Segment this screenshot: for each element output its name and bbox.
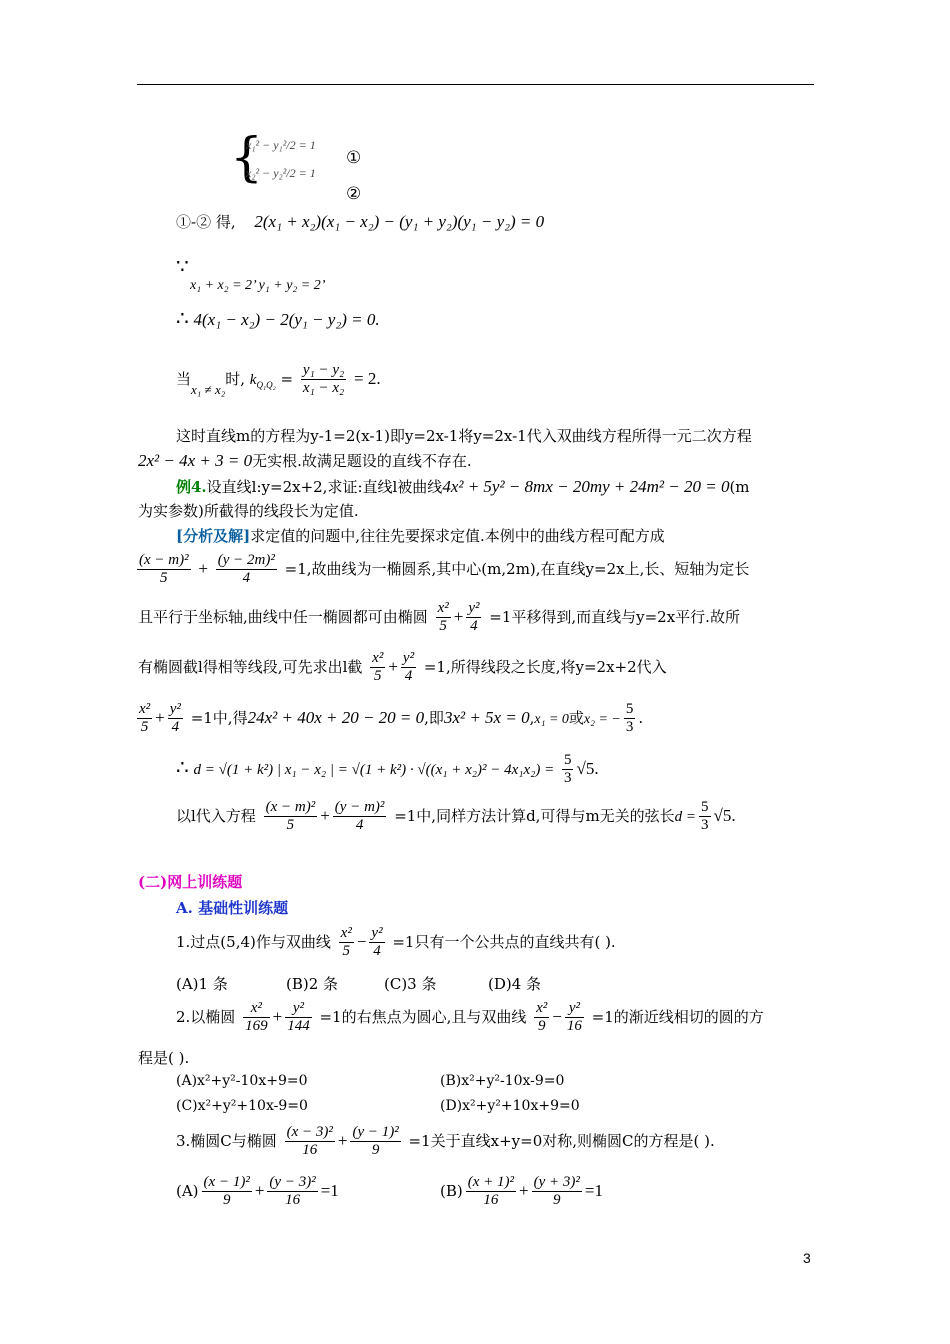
frac-den: 16 xyxy=(483,1192,499,1209)
frac-num: x² xyxy=(436,600,451,618)
frac-den: 3 xyxy=(625,719,634,736)
slope-equals: = xyxy=(280,369,294,388)
q1-text-b: =1只有一个公共点的直线共有( ). xyxy=(392,932,616,951)
frac-den: 4 xyxy=(373,943,381,960)
fraction-x-m xyxy=(264,799,318,835)
q2-frac-1 xyxy=(243,1000,270,1036)
ellipse-family-text: =1,故曲线为一椭圆系,其中心(m,2m),在直线y=2x上,长、短轴为定长 xyxy=(284,559,750,578)
question-2: 2.以椭圆 $\frac{\text{x²}}{169}$ + $\frac{\text{y²}}{144}$ =1的右焦点为圆心,且与双曲线 $\frac{\text{x²}}{9}$ − $\frac{\text{y²}}{16}$ =1的渐近线相切的圆的方 xyxy=(176,1000,764,1035)
system-eq-1: x₁² − y₁²/2 = 1 xyxy=(246,138,316,152)
frac-den: 5 xyxy=(140,719,149,736)
final-d-eq: d = xyxy=(674,808,697,825)
frac-x2-5 xyxy=(436,600,451,636)
frac-den: 4 xyxy=(171,719,180,736)
frac-num: (y − 3)² xyxy=(267,1174,317,1192)
analysis-line xyxy=(176,527,665,545)
q1-minus: − xyxy=(356,931,367,951)
fraction-y-m xyxy=(333,799,387,835)
q3-option-b[interactable]: (B) $\frac{\text{(x + 1)²}}{16}$ + $\frac{\text{(y + 3)²}}{9}$ =1 xyxy=(440,1174,603,1209)
section-title: (二)网上训练题 xyxy=(138,873,243,891)
subst-quadratic: 24x² + 40x + 20 − 20 = 0 xyxy=(247,707,425,727)
q1-frac-1 xyxy=(339,925,354,961)
subtract-equation: 2(x₁ + x₂)(x₁ − x₂) − (y₁ + y₂)(y₁ − y₂) = 0 xyxy=(254,212,545,231)
when-condition: x₁ ≠ x₂ xyxy=(191,381,226,397)
example4-line-2: 为实参数)所截得的线段长为定值. xyxy=(138,502,359,520)
frac-den: 4 xyxy=(355,817,364,834)
frac-num: 5 xyxy=(699,799,711,817)
when-mid: 时, xyxy=(225,369,246,388)
frac-num: (y + 3)² xyxy=(532,1174,582,1192)
frac-den: 5 xyxy=(439,618,447,635)
slope-den: x₁ − x₂ xyxy=(302,380,345,397)
q3-text-b: =1关于直线x+y=0对称,则椭圆C的方程是( ). xyxy=(408,1131,715,1150)
equation-system xyxy=(230,128,380,204)
chord-text-b: =1,所得线段之长度,将y=2x+2代入 xyxy=(423,657,667,676)
subst-or: 或 xyxy=(568,708,584,727)
q2-frac-4 xyxy=(565,1000,584,1036)
frac-num: y² xyxy=(401,650,416,668)
frac-num: 5 xyxy=(624,701,636,719)
frac-num: x² xyxy=(137,701,152,719)
example4-curve-equation: 4x² + 5y² − 8mx − 20my + 24m² − 20 = 0 xyxy=(442,477,730,496)
q2-text-b: =1的右焦点为圆心,且与双曲线 xyxy=(319,1007,527,1026)
therefore-symbol-2: ∴ xyxy=(176,754,189,779)
fraction-x-m xyxy=(137,552,191,588)
equals-one: =1 xyxy=(584,1180,603,1200)
because-line xyxy=(176,254,325,295)
fraction-y-2m xyxy=(216,552,277,588)
frac-den: 9 xyxy=(537,1018,546,1035)
frac-num: y² xyxy=(168,701,183,719)
chord-text-a: 有椭圆截l得相等线段,可先求出l截 xyxy=(138,657,363,676)
frac-num: (y − 2m)² xyxy=(216,552,277,570)
frac-y2-4 xyxy=(466,600,481,636)
translation-text-a: 且平行于坐标轴,曲线中任一椭圆都可由椭圆 xyxy=(138,607,428,626)
frac-den: 16 xyxy=(285,1192,301,1209)
q2-option-b[interactable]: (B)x²+y²-10x-9=0 xyxy=(440,1073,565,1089)
distance-end: √5. xyxy=(576,758,599,778)
frac-5-3 xyxy=(624,701,636,737)
q1-option-b[interactable]: (B)2 条 xyxy=(286,975,339,993)
frac-num: x² xyxy=(534,1000,549,1018)
frac-den: 5 xyxy=(373,668,382,685)
q1-option-a[interactable]: (A)1 条 xyxy=(176,975,228,993)
because-equation: x₁ + x₂ = 2’ y₁ + y₂ = 2’ xyxy=(190,278,326,293)
frac-y2-4 xyxy=(168,701,183,737)
page-number: 3 xyxy=(803,1250,811,1266)
example4-line-1 xyxy=(176,477,750,497)
slope-k: k xyxy=(249,371,257,388)
frac-x2-5 xyxy=(370,650,385,686)
because-symbol: ∵ xyxy=(176,254,189,278)
slope-subscript: Q₁Q₂ xyxy=(256,379,276,390)
slope-num: y₁ − y₂ xyxy=(301,362,346,380)
slope-line xyxy=(176,362,381,398)
frac-den: 169 xyxy=(245,1018,268,1035)
q2-option-a[interactable]: (A)x²+y²-10x+9=0 xyxy=(176,1073,308,1089)
q2-text-c: =1的渐近线相切的圆的方 xyxy=(591,1007,764,1026)
q2-text-d: 程是( ). xyxy=(138,1049,190,1067)
q3a-frac-1 xyxy=(202,1174,252,1210)
section-subtitle: A. 基础性训练题 xyxy=(176,899,289,917)
when-prefix: 当 xyxy=(176,369,192,388)
subst-simplified: 3x² + 5x = 0 xyxy=(443,707,530,727)
subst-text-b: ,即 xyxy=(424,708,444,727)
frac-num: (y − 1)² xyxy=(350,1124,400,1142)
system-eq-2: x₂² − y₂²/2 = 1 xyxy=(246,166,316,180)
slope-end: = 2. xyxy=(354,368,381,388)
q3-frac-1 xyxy=(285,1124,335,1160)
frac-den: 16 xyxy=(302,1142,318,1159)
frac-den: 9 xyxy=(371,1142,380,1159)
example4-label: 例4. xyxy=(176,478,207,496)
frac-num: x² xyxy=(370,650,385,668)
distance-line xyxy=(176,752,599,788)
subtract-prefix: ①-② 得, xyxy=(176,213,236,231)
mark-2: ② xyxy=(346,184,362,204)
frac-den: 3 xyxy=(701,817,709,834)
q2-option-d[interactable]: (D)x²+y²+10x+9=0 xyxy=(440,1098,580,1114)
q2-frac-3 xyxy=(534,1000,549,1036)
frac-den: 5 xyxy=(160,570,168,587)
frac-den: 5 xyxy=(342,943,350,960)
final-line: 以l代入方程 $\frac{\text{(x − m)²}}{5}$ + $\frac{\text{(y − m)²}}{4}$ =1中,同样方法计算d,可得与m无关的弦长d = $\frac{5}{3}$ √5. xyxy=(176,799,736,834)
q3-frac-2 xyxy=(350,1124,400,1160)
frac-den: 5 xyxy=(286,817,295,834)
equals-one: =1 xyxy=(320,1180,339,1200)
question-3: 3.椭圆C与椭圆 $\frac{\text{(x − 3)²}}{16}$ + $\frac{\text{(y − 1)²}}{9}$ =1关于直线x+y=0对称,则椭圆C的方程是( ). xyxy=(176,1124,715,1159)
conclusion-equation: 2x² − 4x + 3 = 0 xyxy=(138,451,253,470)
therefore-line xyxy=(176,306,380,330)
frac-num: y² xyxy=(565,1000,584,1018)
q3-option-a[interactable]: (A) $\frac{\text{(x − 1)²}}{9}$ + $\frac{\text{(y − 3)²}}{16}$ =1 xyxy=(176,1174,339,1209)
conclusion-line-2 xyxy=(138,451,472,471)
frac-num: (x − 1)² xyxy=(202,1174,252,1192)
conclusion-line-1: 这时直线m的方程为y-1=2(x-1)即y=2x-1将y=2x-1代入双曲线方程所得一元二次方程 xyxy=(176,427,752,445)
q2-frac-2 xyxy=(285,1000,312,1036)
frac-num: x² xyxy=(339,925,354,943)
frac-den: 16 xyxy=(566,1018,582,1035)
substitution-line: $\frac{\text{x²}}{5}$ + $\frac{\text{y²}}{4}$ =1中,得24x² + 40x + 20 − 20 = 0,即3x² + 5x = 0,x₁ = 0或x₂ = − $\frac{5}{3}$ . xyxy=(139,701,644,736)
subst-comma: , xyxy=(529,708,535,727)
frac-num: (y − m)² xyxy=(333,799,387,817)
analysis-label: [分析及解] xyxy=(176,527,251,545)
q1-frac-2 xyxy=(369,925,384,961)
frac-den: 4 xyxy=(242,570,251,587)
frac-num: (x − 3)² xyxy=(285,1124,335,1142)
q2-option-c[interactable]: (C)x²+y²+10x-9=0 xyxy=(176,1098,308,1114)
final-text-b: =1中,同样方法计算d,可得与m无关的弦长 xyxy=(394,806,675,825)
frac-den: 9 xyxy=(222,1192,231,1209)
translation-text-b: =1平移得到,而直线与y=2x平行.故所 xyxy=(489,607,740,626)
example4-text-1a: 设直线l:y=2x+2,求证:直线l被曲线 xyxy=(206,478,443,496)
frac-num: (x − m)² xyxy=(264,799,318,817)
frac-num: (x + 1)² xyxy=(466,1174,516,1192)
frac-y2-4 xyxy=(401,650,416,686)
final-text-a: 以l代入方程 xyxy=(176,806,256,825)
chord-line: 有椭圆截l得相等线段,可先求出l截 $\frac{\text{x²}}{5}$ + $\frac{\text{y²}}{4}$ =1,所得线段之长度,将y=2x+2代入 xyxy=(138,650,667,685)
frac-x2-5 xyxy=(137,701,152,737)
frac-num: (x − m)² xyxy=(137,552,191,570)
q2-text-a: 2.以椭圆 xyxy=(176,1007,236,1026)
mark-1: ① xyxy=(346,148,362,168)
q1-option-c[interactable]: (C)3 条 xyxy=(384,975,437,993)
example4-text-1b: (m xyxy=(729,478,750,496)
left-brace: { xyxy=(230,128,264,188)
frac-den: 9 xyxy=(553,1192,561,1209)
conclusion-text: 无实根.故满足题设的直线不存在. xyxy=(252,452,472,470)
frac-den: 4 xyxy=(404,668,413,685)
root-x2: x₂ = − xyxy=(583,711,621,727)
frac-num: y² xyxy=(369,925,384,943)
q1-options xyxy=(176,975,541,993)
frac-den: 144 xyxy=(287,1018,310,1035)
frac-num: x² xyxy=(243,1000,270,1018)
frac-num: y² xyxy=(466,600,481,618)
option-label: (A) xyxy=(176,1181,199,1200)
frac-den: 3 xyxy=(563,770,572,787)
q1-option-d[interactable]: (D)4 条 xyxy=(488,975,542,993)
analysis-text: 求定值的问题中,往往先要探求定值.本例中的曲线方程可配方成 xyxy=(250,527,665,545)
frac-num: 5 xyxy=(562,752,574,770)
root-x1: x₁ = 0 xyxy=(534,711,569,727)
translation-line: 且平行于坐标轴,曲线中任一椭圆都可由椭圆 $\frac{\text{x²}}{5}$ + $\frac{\text{y²}}{4}$ =1平移得到,而直线与y=2x平行.故所 xyxy=(138,600,740,635)
q3b-frac-1 xyxy=(466,1174,516,1210)
subst-text-a: =1中,得 xyxy=(190,708,248,727)
subtract-line xyxy=(176,212,544,232)
completed-square-line: $\frac{\text{(x − m)²}}{5}$ + $\frac{\text{(y − 2m)²}}{4}$ =1,故曲线为一椭圆系,其中心(m,2m),在直线y=2x上,长、短轴为定长 xyxy=(139,552,750,587)
therefore-symbol: ∴ xyxy=(176,306,189,330)
q3b-frac-2 xyxy=(532,1174,582,1210)
frac-5-3 xyxy=(562,752,574,788)
q1-text-a: 1.过点(5,4)作与双曲线 xyxy=(176,932,331,951)
frac-5-3 xyxy=(699,799,711,835)
distance-formula: d = √(1 + k²) | x₁ − x₂ | = √(1 + k²) · √((x₁ + x₂)² − 4x₁x₂) = xyxy=(193,761,555,778)
q3a-frac-2 xyxy=(267,1174,317,1210)
q3-text-a: 3.椭圆C与椭圆 xyxy=(176,1131,277,1150)
final-end: √5. xyxy=(713,805,736,825)
option-label: (B) xyxy=(440,1181,463,1200)
frac-den: 4 xyxy=(470,618,478,635)
question-1 xyxy=(176,925,616,961)
frac-num: y² xyxy=(285,1000,312,1018)
header-rule xyxy=(137,84,814,85)
slope-fraction xyxy=(301,362,346,398)
therefore-equation: 4(x₁ − x₂) − 2(y₁ − y₂) = 0. xyxy=(193,310,380,329)
